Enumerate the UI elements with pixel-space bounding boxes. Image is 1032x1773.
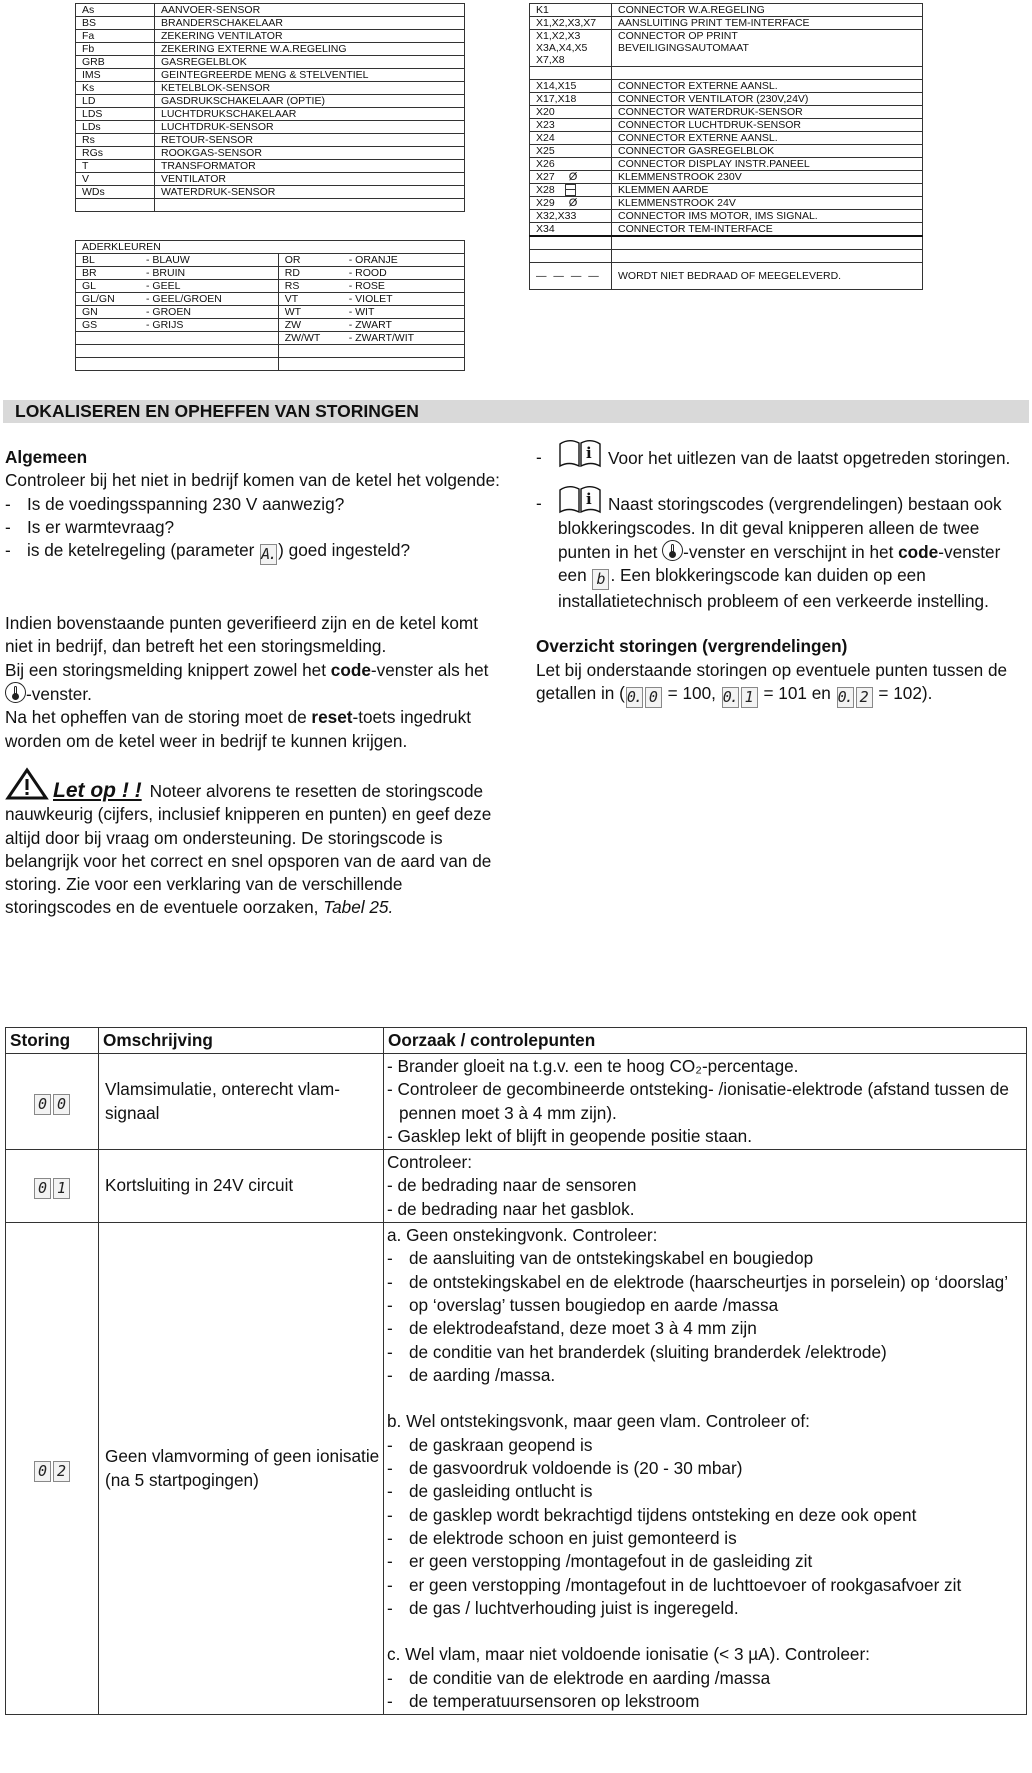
text-bold: reset	[311, 707, 353, 728]
connector-key-line: X1,X2,X3	[536, 30, 581, 42]
connector-key-text: X29	[536, 197, 555, 210]
table-row	[530, 132, 923, 145]
legend-row	[530, 263, 923, 290]
text: Naast storingscodes (vergrendelingen) bestaan ook blokkeringscodes. In dit geval knipperen alleen de twee punten in het	[558, 494, 1002, 562]
cause-item-text: de gaskraan geopend is	[409, 1434, 593, 1455]
fault-description: Vlamsimulatie, onterecht vlamsignaal	[99, 1054, 384, 1150]
abbr-key: RGs	[76, 147, 155, 160]
warning-label: Let op ! !	[53, 778, 142, 802]
abbr-key: Ks	[76, 82, 155, 95]
abbr-value: GEINTEGREERDE MENG & STELVENTIEL	[155, 69, 465, 82]
table-row	[76, 134, 465, 147]
wire-color-table	[75, 240, 465, 371]
connector-value	[612, 30, 923, 67]
table-row	[6, 1150, 1027, 1223]
abbr-value: WATERDRUK-SENSOR	[155, 186, 465, 199]
connector-value: CONNECTOR EXTERNE AANSL.	[612, 80, 923, 93]
abbr-value: GASREGELBLOK	[155, 56, 465, 69]
abbr-value: LUCHTDRUK-SENSOR	[155, 121, 465, 134]
cause-item: - er geen verstopping /montagefout in de luchttoevoer of rookgasafvoer zit	[387, 1574, 1023, 1597]
paragraph	[5, 659, 505, 707]
digit-display-icon: 0	[34, 1094, 51, 1115]
cause-item: - de elektrodeafstand, deze moet 3 à 4 mm zijn	[387, 1317, 1023, 1340]
table-row	[76, 254, 465, 267]
color-code: OR	[278, 254, 343, 267]
table-row	[530, 145, 923, 158]
subheading-general: Algemeen	[5, 447, 88, 467]
digit-display-icon: 1	[741, 687, 758, 708]
connector-value: CONNECTOR W.A.REGELING	[612, 4, 923, 17]
cause-line: - Gasklep lekt of blijft in geopende positie staan.	[387, 1125, 752, 1146]
fault-code	[6, 1223, 99, 1715]
connector-key-text: X28	[536, 184, 555, 196]
fault-description: Geen vlamvorming of geen ionisatie (na 5 startpogingen)	[99, 1223, 384, 1715]
abbr-key: Fa	[76, 30, 155, 43]
left-column	[5, 446, 505, 920]
column-header-description: Omschrijving	[99, 1028, 384, 1054]
abbr-value: VENTILATOR	[155, 173, 465, 186]
text: is de ketelregeling (parameter	[27, 540, 260, 561]
cause-item: - op ‘overslag’ tussen bougiedop en aarde /massa	[387, 1294, 1023, 1317]
table-row	[76, 147, 465, 160]
connector-value: AANSLUITING PRINT TEM-INTERFACE	[612, 17, 923, 30]
abbr-key: LDS	[76, 108, 155, 121]
legend-text: WORDT NIET BEDRAAD OF MEEGELEVERD.	[612, 263, 923, 290]
connector-value: CONNECTOR IMS MOTOR, IMS SIGNAL.	[612, 210, 923, 223]
table-row	[76, 173, 465, 186]
abbr-key: V	[76, 173, 155, 186]
color-name: - VIOLET	[343, 293, 465, 306]
abbr-value: BRANDERSCHAKELAAR	[155, 17, 465, 30]
text: -toets ingedrukt worden om de ketel weer in bedrijf te kunnen krijgen.	[5, 707, 471, 751]
text: -venster en verschijnt in het	[683, 541, 899, 562]
abbr-key: Fb	[76, 43, 155, 56]
table-row	[76, 95, 465, 108]
table-row	[76, 186, 465, 199]
color-name: - BRUIN	[140, 267, 278, 280]
color-name	[140, 332, 278, 345]
cause-item: - de conditie van het branderdek (sluiting branderdek /elektrode)	[387, 1341, 1023, 1364]
cause-group-title: a. Geen onstekingvonk. Controleer:	[387, 1225, 658, 1246]
cause-item-text: de aansluiting van de ontstekingskabel en bougiedop	[409, 1248, 814, 1269]
cause-item: - de temperatuursensoren op lekstroom	[387, 1690, 1023, 1713]
fault-cause	[384, 1150, 1027, 1223]
digit-display-icon: 0 .	[626, 687, 643, 708]
connector-value: CONNECTOR LUCHTDRUK-SENSOR	[612, 119, 923, 132]
table-row	[76, 108, 465, 121]
color-name: - ZWART	[343, 319, 465, 332]
table-row	[530, 119, 923, 132]
text: Bij een storingsmelding knippert zowel het	[5, 659, 331, 680]
connector-key: K1	[530, 4, 612, 17]
connector-key: X1,X2,X3,X7	[530, 17, 612, 30]
cause-item-text: er geen verstopping /montagefout in de gasleiding zit	[409, 1551, 813, 1572]
terminal-strip-icon: Ø	[568, 197, 578, 210]
blocking-code-display-icon: b	[592, 569, 609, 590]
text: ).	[921, 683, 933, 704]
empty-row	[76, 199, 465, 212]
table-row	[530, 197, 923, 210]
table-row	[530, 184, 923, 197]
subheading-overview: Overzicht storingen (vergrendelingen)	[536, 636, 848, 657]
list-item: - is de ketelregeling (parameter A . ) goed ingesteld?	[5, 539, 505, 565]
connector-value: CONNECTOR EXTERNE AANSL.	[612, 132, 923, 145]
connector-key: X14,X15	[530, 80, 612, 93]
connector-value: CONNECTOR GASREGELBLOK	[612, 145, 923, 158]
check-item-text: Is er warmtevraag?	[27, 516, 175, 537]
right-column	[536, 446, 1026, 708]
text-bold: code	[898, 541, 939, 562]
color-code: RD	[278, 267, 343, 280]
digit-display-icon: 0	[645, 687, 662, 708]
cause-group-title: b. Wel ontstekingsvonk, maar geen vlam. Controleer of:	[387, 1411, 810, 1432]
thermometer-icon	[662, 540, 683, 561]
table-header-row	[6, 1028, 1027, 1054]
cause-item-text: de temperatuursensoren op lekstroom	[409, 1691, 700, 1712]
color-name: - ORANJE	[343, 254, 465, 267]
abbr-key: BS	[76, 17, 155, 30]
text: Let bij onderstaande storingen op eventuele punten tussen de getallen in (	[536, 659, 1008, 704]
table-title-row	[76, 241, 465, 254]
cause-item-text: de gas / luchtverhouding juist is ingeregeld.	[409, 1597, 739, 1618]
text: = 101 en	[763, 683, 831, 704]
fault-description: Kortsluiting in 24V circuit	[99, 1150, 384, 1223]
connector-key: X26	[530, 158, 612, 171]
cause-item-text: de conditie van het branderdek (sluiting branderdek /elektrode)	[409, 1341, 887, 1362]
abbr-key: GRB	[76, 56, 155, 69]
connector-key: X20	[530, 106, 612, 119]
table-row	[76, 280, 465, 293]
cause-group-title: c. Wel vlam, maar niet voldoende ionisatie (< 3 µA). Controleer:	[387, 1644, 870, 1665]
table-row	[530, 171, 923, 184]
fault-code	[6, 1150, 99, 1223]
text-bold: code	[330, 659, 371, 680]
connector-key	[530, 197, 612, 210]
abbr-key: LD	[76, 95, 155, 108]
cause-item-text: de gasleiding ontlucht is	[409, 1481, 593, 1502]
dashed-line-symbol: — — — —	[530, 263, 612, 290]
connector-key: X24	[530, 132, 612, 145]
table-row	[530, 93, 923, 106]
table-row	[530, 80, 923, 93]
fault-cause	[384, 1223, 1027, 1715]
empty-row	[530, 67, 923, 80]
cause-item-text: de conditie van de elektrode en aarding /massa	[409, 1667, 771, 1688]
text: . Een blokkeringscode kan duiden op een installatietechnisch probleem of een verkeerde instelling.	[558, 565, 989, 612]
table-row	[76, 306, 465, 319]
column-header-code: Storing	[6, 1028, 99, 1054]
abbr-value: ZEKERING EXTERNE W.A.REGELING	[155, 43, 465, 56]
color-code: GS	[76, 319, 141, 332]
list-item: - Is er warmtevraag?	[5, 516, 505, 539]
cause-line: Controleer:	[387, 1152, 473, 1173]
cause-item: - de gaskraan geopend is	[387, 1434, 1023, 1457]
color-code: ZW	[278, 319, 343, 332]
digit-display-icon: 0	[34, 1178, 51, 1199]
abbr-key: T	[76, 160, 155, 173]
text: -venster.	[26, 684, 92, 705]
cause-item: - er geen verstopping /montagefout in de gasleiding zit	[387, 1550, 1023, 1573]
text: Voor het uitlezen van de laatst opgetreden storingen.	[608, 448, 1011, 468]
cause-item: - de gasklep wordt bekrachtigd tijdens ontsteking en deze ook opent	[387, 1504, 1023, 1527]
check-item-text: Is de voedingsspanning 230 V aanwezig?	[27, 493, 345, 514]
abbr-key: IMS	[76, 69, 155, 82]
connector-table	[529, 3, 923, 290]
digit-display-icon: 0	[34, 1461, 51, 1482]
cause-line: - de bedrading naar de sensoren	[387, 1175, 637, 1196]
table-row	[76, 319, 465, 332]
info-note-text	[558, 484, 1026, 613]
table-row	[76, 4, 465, 17]
fault-code-table	[5, 1027, 1027, 1715]
table-row	[6, 1223, 1027, 1715]
table-row	[6, 1054, 1027, 1150]
color-code	[76, 332, 141, 345]
table-row	[76, 82, 465, 95]
cause-item-text: de aarding /massa.	[409, 1364, 556, 1385]
empty-row	[530, 236, 923, 250]
color-name: - GRIJS	[140, 319, 278, 332]
connector-key	[530, 171, 612, 184]
connector-value: KLEMMEN AARDE	[612, 184, 923, 197]
abbr-value: ZEKERING VENTILATOR	[155, 30, 465, 43]
table-row	[530, 17, 923, 30]
cause-line: - Brander gloeit na t.g.v. een te hoog CO₂-percentage.	[387, 1056, 799, 1076]
table-row	[530, 106, 923, 119]
connector-key	[530, 30, 612, 67]
empty-row	[76, 345, 465, 358]
table-row	[76, 56, 465, 69]
connector-key-line: X3A,X4,X5	[536, 42, 588, 54]
connector-key: X23	[530, 119, 612, 132]
terminal-strip-icon: Ø	[568, 171, 578, 183]
color-name: - GROEN	[140, 306, 278, 319]
connector-value: KLEMMENSTROOK 24V	[612, 197, 923, 210]
intro-text: Controleer bij het niet in bedrijf komen van de ketel het volgende:	[5, 470, 500, 491]
color-code: BL	[76, 254, 141, 267]
abbr-value: KETELBLOK-SENSOR	[155, 82, 465, 95]
cause-line: - Controleer de gecombineerde ontsteking- /ionisatie-elektrode (afstand tussen de pennen moet 3 à 4 mm zijn).	[387, 1079, 1009, 1123]
check-item-text	[27, 539, 410, 565]
svg-text:i: i	[586, 444, 592, 462]
table-row	[76, 17, 465, 30]
cause-item-text: er geen verstopping /montagefout in de luchttoevoer of rookgasafvoer zit	[409, 1574, 962, 1595]
abbr-key: Rs	[76, 134, 155, 147]
color-name: - ROSE	[343, 280, 465, 293]
table-row	[76, 293, 465, 306]
connector-value: CONNECTOR VENTILATOR (230V,24V)	[612, 93, 923, 106]
connector-key	[530, 184, 612, 197]
thermometer-icon	[5, 682, 26, 703]
color-name: - ZWART/WIT	[343, 332, 465, 345]
paragraph: Indien bovenstaande punten geverifieerd zijn en de ketel komt niet in bedrijf, dan betreft het een storingsmelding.	[5, 613, 478, 657]
connector-value-line: CONNECTOR OP PRINT	[618, 30, 738, 42]
table-row	[530, 223, 923, 237]
abbr-value: TRANSFORMATOR	[155, 160, 465, 173]
color-name: - WIT	[343, 306, 465, 319]
connector-value-line: BEVEILIGINGSAUTOMAAT	[618, 42, 749, 54]
cause-item: - de elektrode schoon en juist gemonteerd is	[387, 1527, 1023, 1550]
manual-info-icon	[558, 438, 602, 468]
warning-text: Noteer alvorens te resetten de storingscode nauwkeurig (cijfers, inclusief knipperen en punten) en geef deze altijd door bij vraag om ondersteuning. De storingscode is belangrijk voor het correct en snel opsporen van de aard van de storing. Zie voor een verklaring van de verschillende storingscodes en de eventuele oorzaken,	[5, 780, 492, 918]
warning-icon	[5, 767, 49, 801]
cause-item-text: de elektrode schoon en juist gemonteerd is	[409, 1527, 737, 1548]
abbr-value: RETOUR-SENSOR	[155, 134, 465, 147]
ground-terminal-icon	[565, 184, 576, 196]
abbr-value: GASDRUKSCHAKELAAR (OPTIE)	[155, 95, 465, 108]
wire-color-title: ADERKLEUREN	[76, 241, 465, 254]
table-row	[76, 121, 465, 134]
color-code: ZW/WT	[278, 332, 343, 345]
abbr-key: WDs	[76, 186, 155, 199]
connector-key-text: X27	[536, 171, 555, 183]
connector-key-line: X7,X8	[536, 54, 565, 66]
empty-row	[530, 250, 923, 263]
section-heading: LOKALISEREN EN OPHEFFEN VAN STORINGEN	[3, 400, 1029, 423]
color-name: - GEEL/GROEN	[140, 293, 278, 306]
color-code: GL/GN	[76, 293, 141, 306]
color-name: - ROOD	[343, 267, 465, 280]
cause-item-text: de ontstekingskabel en de elektrode (haarscheurtjes in porselein) op ‘doorslag’	[409, 1271, 1009, 1292]
digit-display-icon: 0 .	[837, 687, 854, 708]
connector-value: KLEMMENSTROOK 230V	[612, 171, 923, 184]
cause-item-text: de elektrodeafstand, deze moet 3 à 4 mm zijn	[409, 1318, 757, 1339]
empty-row	[76, 358, 465, 371]
column-header-cause: Oorzaak / controlepunten	[384, 1028, 1027, 1054]
info-note-text	[558, 438, 1010, 470]
table-row	[530, 158, 923, 171]
abbr-value: ROOKGAS-SENSOR	[155, 147, 465, 160]
abbreviation-table	[75, 3, 465, 212]
cause-line: - de bedrading naar het gasblok.	[387, 1198, 635, 1219]
color-name: - BLAUW	[140, 254, 278, 267]
text: -venster als het	[370, 659, 489, 680]
color-code: BR	[76, 267, 141, 280]
connector-key: X25	[530, 145, 612, 158]
table-row	[76, 332, 465, 345]
connector-key: X32,X33	[530, 210, 612, 223]
overview-text	[536, 659, 1026, 708]
parameter-display-icon: A .	[260, 544, 277, 565]
manual-info-icon	[558, 484, 602, 514]
color-name: - GEEL	[140, 280, 278, 293]
cause-item: - de gasvoordruk voldoende is (20 - 30 mbar)	[387, 1457, 1023, 1480]
cause-item: - de gasleiding ontlucht is	[387, 1480, 1023, 1503]
color-code: RS	[278, 280, 343, 293]
abbr-value: LUCHTDRUKSCHAKELAAR	[155, 108, 465, 121]
text: = 102	[878, 683, 922, 704]
cause-item-text: op ‘overslag’ tussen bougiedop en aarde /massa	[409, 1294, 779, 1315]
fault-cause	[384, 1054, 1027, 1150]
abbr-value: AANVOER-SENSOR	[155, 4, 465, 17]
connector-value: CONNECTOR TEM-INTERFACE	[612, 223, 923, 237]
connector-key: X34	[530, 223, 612, 237]
color-code: GL	[76, 280, 141, 293]
info-note: - i Naast storingscodes (vergrendelingen) bestaan ook blokkeringscodes. In dit geval knipperen alleen de twee punten in het -venster en verschijnt in het code-venster een b . Een blokkeringscode kan duiden op een installatietechnisch probleem of een verkeerde instelling.	[536, 484, 1026, 613]
color-code: WT	[278, 306, 343, 319]
abbr-key: As	[76, 4, 155, 17]
digit-display-icon: 1	[53, 1178, 70, 1199]
table-row	[76, 30, 465, 43]
digit-display-icon: 2	[856, 687, 873, 708]
color-code: VT	[278, 293, 343, 306]
connector-value: CONNECTOR WATERDRUK-SENSOR	[612, 106, 923, 119]
table-row	[76, 267, 465, 280]
digit-display-icon: 2	[53, 1461, 70, 1482]
paragraph	[5, 706, 505, 753]
text: ) goed ingesteld?	[278, 540, 411, 561]
table-row	[76, 43, 465, 56]
table-row	[76, 69, 465, 82]
abbr-key: LDs	[76, 121, 155, 134]
text: Na het opheffen van de storing moet de	[5, 707, 312, 728]
digit-display-icon: 0	[53, 1094, 70, 1115]
text: = 100,	[667, 683, 716, 704]
list-item: - Is de voedingsspanning 230 V aanwezig?	[5, 493, 505, 516]
table-reference: Tabel 25.	[323, 897, 394, 918]
cause-item: - de aansluiting van de ontstekingskabel en bougiedop	[387, 1247, 1023, 1270]
digit-display-icon: 0 .	[722, 687, 739, 708]
svg-text:i: i	[586, 490, 592, 509]
table-row	[530, 210, 923, 223]
table-row	[530, 30, 923, 67]
cause-item: - de ontstekingskabel en de elektrode (haarscheurtjes in porselein) op ‘doorslag’	[387, 1271, 1023, 1294]
cause-item-text: de gasklep wordt bekrachtigd tijdens ontsteking en deze ook opent	[409, 1504, 917, 1525]
text: -venster een	[558, 541, 1001, 586]
table-row	[530, 4, 923, 17]
cause-item-text: de gasvoordruk voldoende is (20 - 30 mbar)	[409, 1458, 743, 1479]
info-note: - i Voor het uitlezen van de laatst opgetreden storingen.	[536, 438, 1026, 470]
cause-item: - de gas / luchtverhouding juist is ingeregeld.	[387, 1597, 1023, 1620]
connector-key: X17,X18	[530, 93, 612, 106]
cause-item: - de conditie van de elektrode en aarding /massa	[387, 1667, 1023, 1690]
table-row	[76, 160, 465, 173]
connector-value: CONNECTOR DISPLAY INSTR.PANEEL	[612, 158, 923, 171]
warning-paragraph	[5, 767, 505, 920]
fault-code	[6, 1054, 99, 1150]
cause-item: - de aarding /massa.	[387, 1364, 1023, 1387]
color-code: GN	[76, 306, 141, 319]
